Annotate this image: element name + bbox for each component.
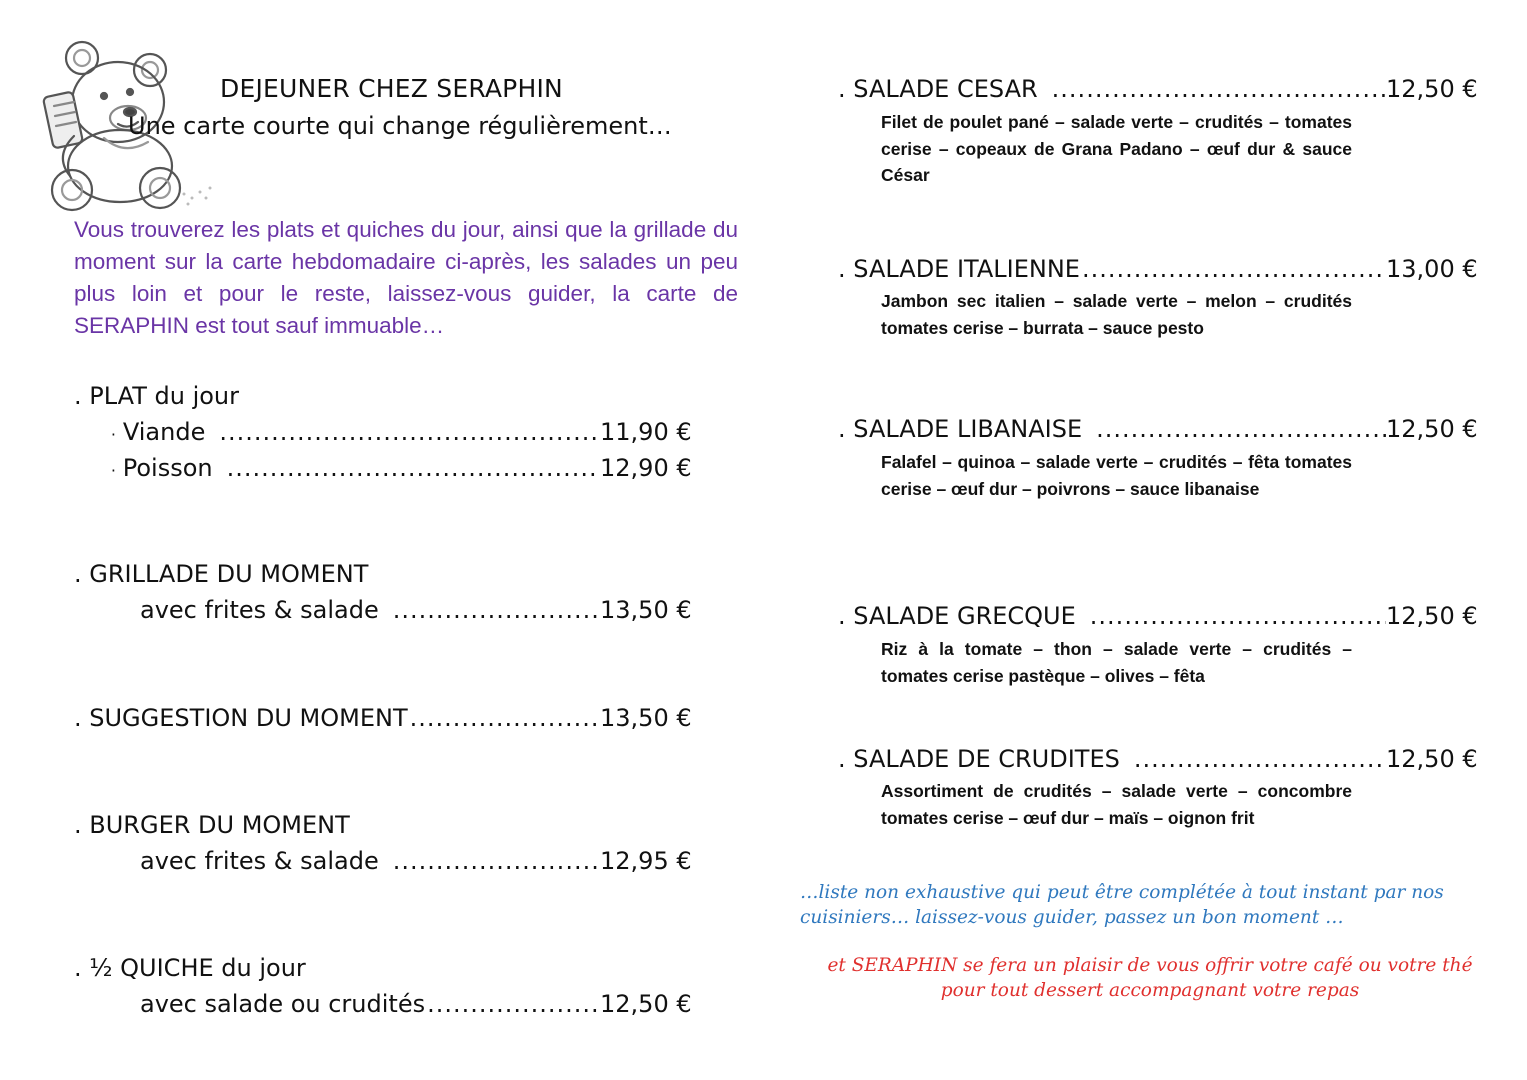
page-title: DEJEUNER CHEZ SERAPHIN: [220, 74, 563, 103]
burger-heading: . BURGER DU MOMENT: [74, 811, 350, 839]
item-label: . SUGGESTION DU MOMENT: [74, 704, 408, 732]
dot-leader: [1082, 415, 1386, 443]
salad-price: 12,50 €: [1386, 602, 1478, 630]
salad-desc-cesar: Filet de poulet pané – salade verte – crudités – tomates cerise – copeaux de Grana Padano – œuf dur & sauce César: [881, 112, 1352, 185]
item-label: avec frites & salade: [140, 847, 379, 875]
dot-leader: [408, 704, 600, 732]
menu-row-quiche: [140, 990, 724, 1018]
dot-leader: [1038, 75, 1386, 103]
salad-name: . SALADE LIBANAISE: [838, 415, 1083, 443]
salad-row-grecque: [838, 602, 1490, 630]
note-seraphin-offer: [790, 953, 1510, 1003]
dot-leader: [379, 596, 600, 624]
menu-row-burger: [140, 847, 724, 875]
dot-leader: [1080, 255, 1386, 283]
dot-leader: [205, 418, 600, 446]
salad-row-italienne: [838, 255, 1490, 283]
dot-leader: [1076, 602, 1386, 630]
salad-price: 12,50 €: [1386, 745, 1478, 773]
item-price: 13,50 €: [600, 704, 692, 732]
menu-row-poisson: [110, 454, 724, 482]
salad-name: . SALADE DE CRUDITES: [838, 745, 1120, 773]
plat-heading: . PLAT du jour: [74, 382, 239, 410]
salad-row-cesar: [838, 75, 1490, 103]
salad-desc-crudites: Assortiment de crudités – salade verte – concombre tomates cerise – œuf dur – maïs – oignon frit: [881, 781, 1352, 828]
item-price: 13,50 €: [600, 596, 692, 624]
quiche-heading: . ½ QUICHE du jour: [74, 954, 306, 982]
salad-name: . SALADE GRECQUE: [838, 602, 1076, 630]
menu-row-suggestion: [74, 704, 724, 732]
item-label: avec frites & salade: [140, 596, 379, 624]
note-offer-line1: et SERAPHIN se fera un plaisir de vous offrir votre café ou votre thé: [827, 955, 1473, 976]
dot-leader: [379, 847, 600, 875]
item-label: Viande: [122, 418, 206, 446]
salad-name: . SALADE CESAR: [838, 75, 1038, 103]
menu-row-grillade: [140, 596, 724, 624]
item-price: 12,95 €: [600, 847, 692, 875]
dot-leader: [1120, 745, 1386, 773]
salad-price: 13,00 €: [1386, 255, 1478, 283]
item-price: 12,90 €: [600, 454, 692, 482]
salad-desc-grecque: Riz à la tomate – thon – salade verte – crudités – tomates cerise pastèque – olives – fêta: [881, 639, 1352, 686]
salad-price: 12,50 €: [1386, 75, 1478, 103]
salad-row-crudites: [838, 745, 1490, 773]
menu-row-viande: [110, 418, 724, 446]
item-label: Poisson: [122, 454, 213, 482]
salad-name: . SALADE ITALIENNE: [838, 255, 1080, 283]
item-price: 12,50 €: [600, 990, 692, 1018]
dot-leader: [425, 990, 600, 1018]
page-subtitle: Une carte courte qui change régulièrement…: [128, 112, 672, 140]
note-non-exhaustive: …liste non exhaustive qui peut être complétée à tout instant par nos cuisiniers… laissez-vous guider, passez un bon moment …: [800, 882, 1444, 928]
intro-paragraph: Vous trouverez les plats et quiches du jour, ainsi que la grillade du moment sur la carte hebdomadaire ci-après, les salades un peu plus loin et pour le reste, laissez-vous guider, la carte de SERAPHIN est tout sauf immuable…: [74, 217, 738, 338]
salad-desc-italienne: Jambon sec italien – salade verte – melon – crudités tomates cerise – burrata – sauce pesto: [881, 291, 1352, 338]
bullet-icon: ·: [110, 425, 116, 444]
salad-desc-libanaise: Falafel – quinoa – salade verte – crudités – fêta tomates cerise – œuf dur – poivrons – sauce libanaise: [881, 452, 1352, 499]
salad-row-libanaise: [838, 415, 1490, 443]
salad-price: 12,50 €: [1386, 415, 1478, 443]
dot-leader: [213, 454, 600, 482]
item-price: 11,90 €: [600, 418, 692, 446]
grillade-heading: . GRILLADE DU MOMENT: [74, 560, 369, 588]
note-offer-line2: pour tout dessert accompagnant votre repas: [940, 980, 1360, 1001]
bullet-icon: ·: [110, 461, 116, 480]
item-label: avec salade ou crudités: [140, 990, 426, 1018]
